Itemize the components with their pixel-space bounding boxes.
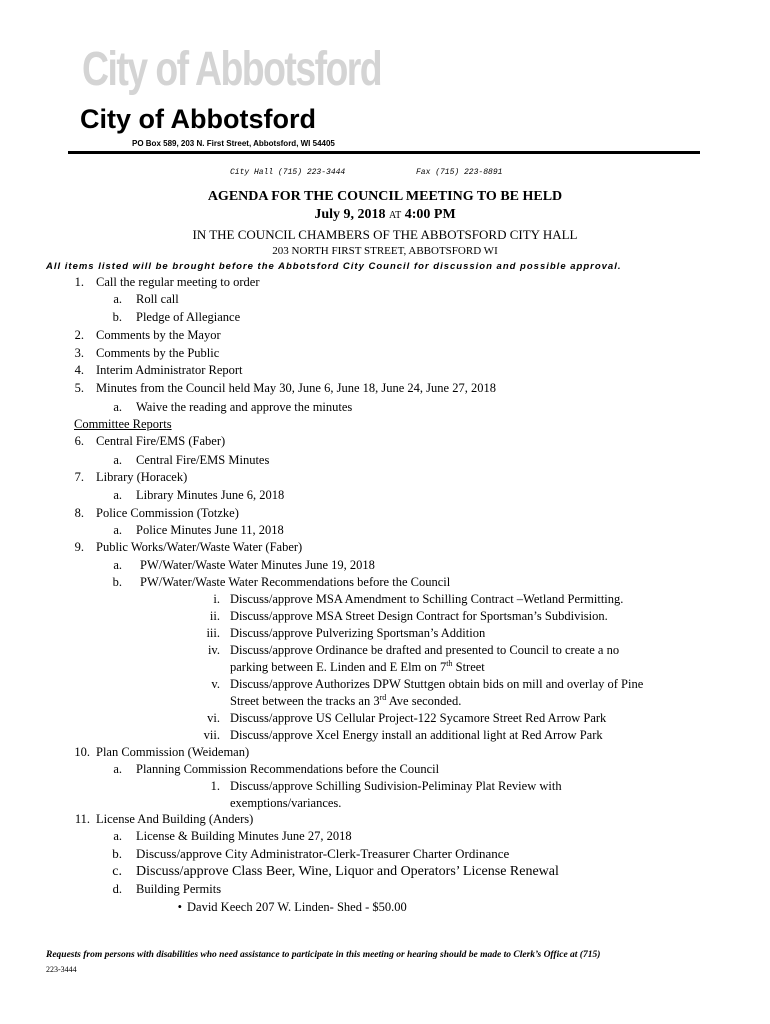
meeting-datetime (0, 207, 770, 223)
fax-number: Fax (715) 223-8891 (416, 168, 503, 177)
location-line-2: 203 NORTH FIRST STREET, ABBOTSFORD WI (272, 245, 498, 257)
agenda-heading: AGENDA FOR THE COUNCIL MEETING TO BE HELD (207, 189, 563, 204)
city-title: City of Abbotsford (80, 104, 316, 134)
at-label: AT (389, 210, 402, 221)
accessibility-notice: Requests from persons with disabilities who need assistance to participate in this meeting or hearing should be made to Clerk’s Office at (715) (46, 950, 601, 960)
address-line: PO Box 589, 203 N. First Street, Abbotsford, WI 54405 (132, 139, 335, 148)
accessibility-phone: 223-3444 (46, 965, 77, 974)
approval-notice: All items listed will be brought before the Abbotsford City Council for discussion and possible approval. (46, 261, 622, 272)
location-line-1: IN THE COUNCIL CHAMBERS OF THE ABBOTSFORD CITY HALL (192, 227, 578, 242)
meeting-date: July 9, 2018 (314, 207, 386, 222)
city-hall-phone: City Hall (715) 223-3444 (230, 168, 346, 177)
header-divider (68, 151, 700, 154)
city-logo: City of Abbotsford (82, 43, 382, 96)
meeting-time: 4:00 PM (404, 207, 456, 222)
